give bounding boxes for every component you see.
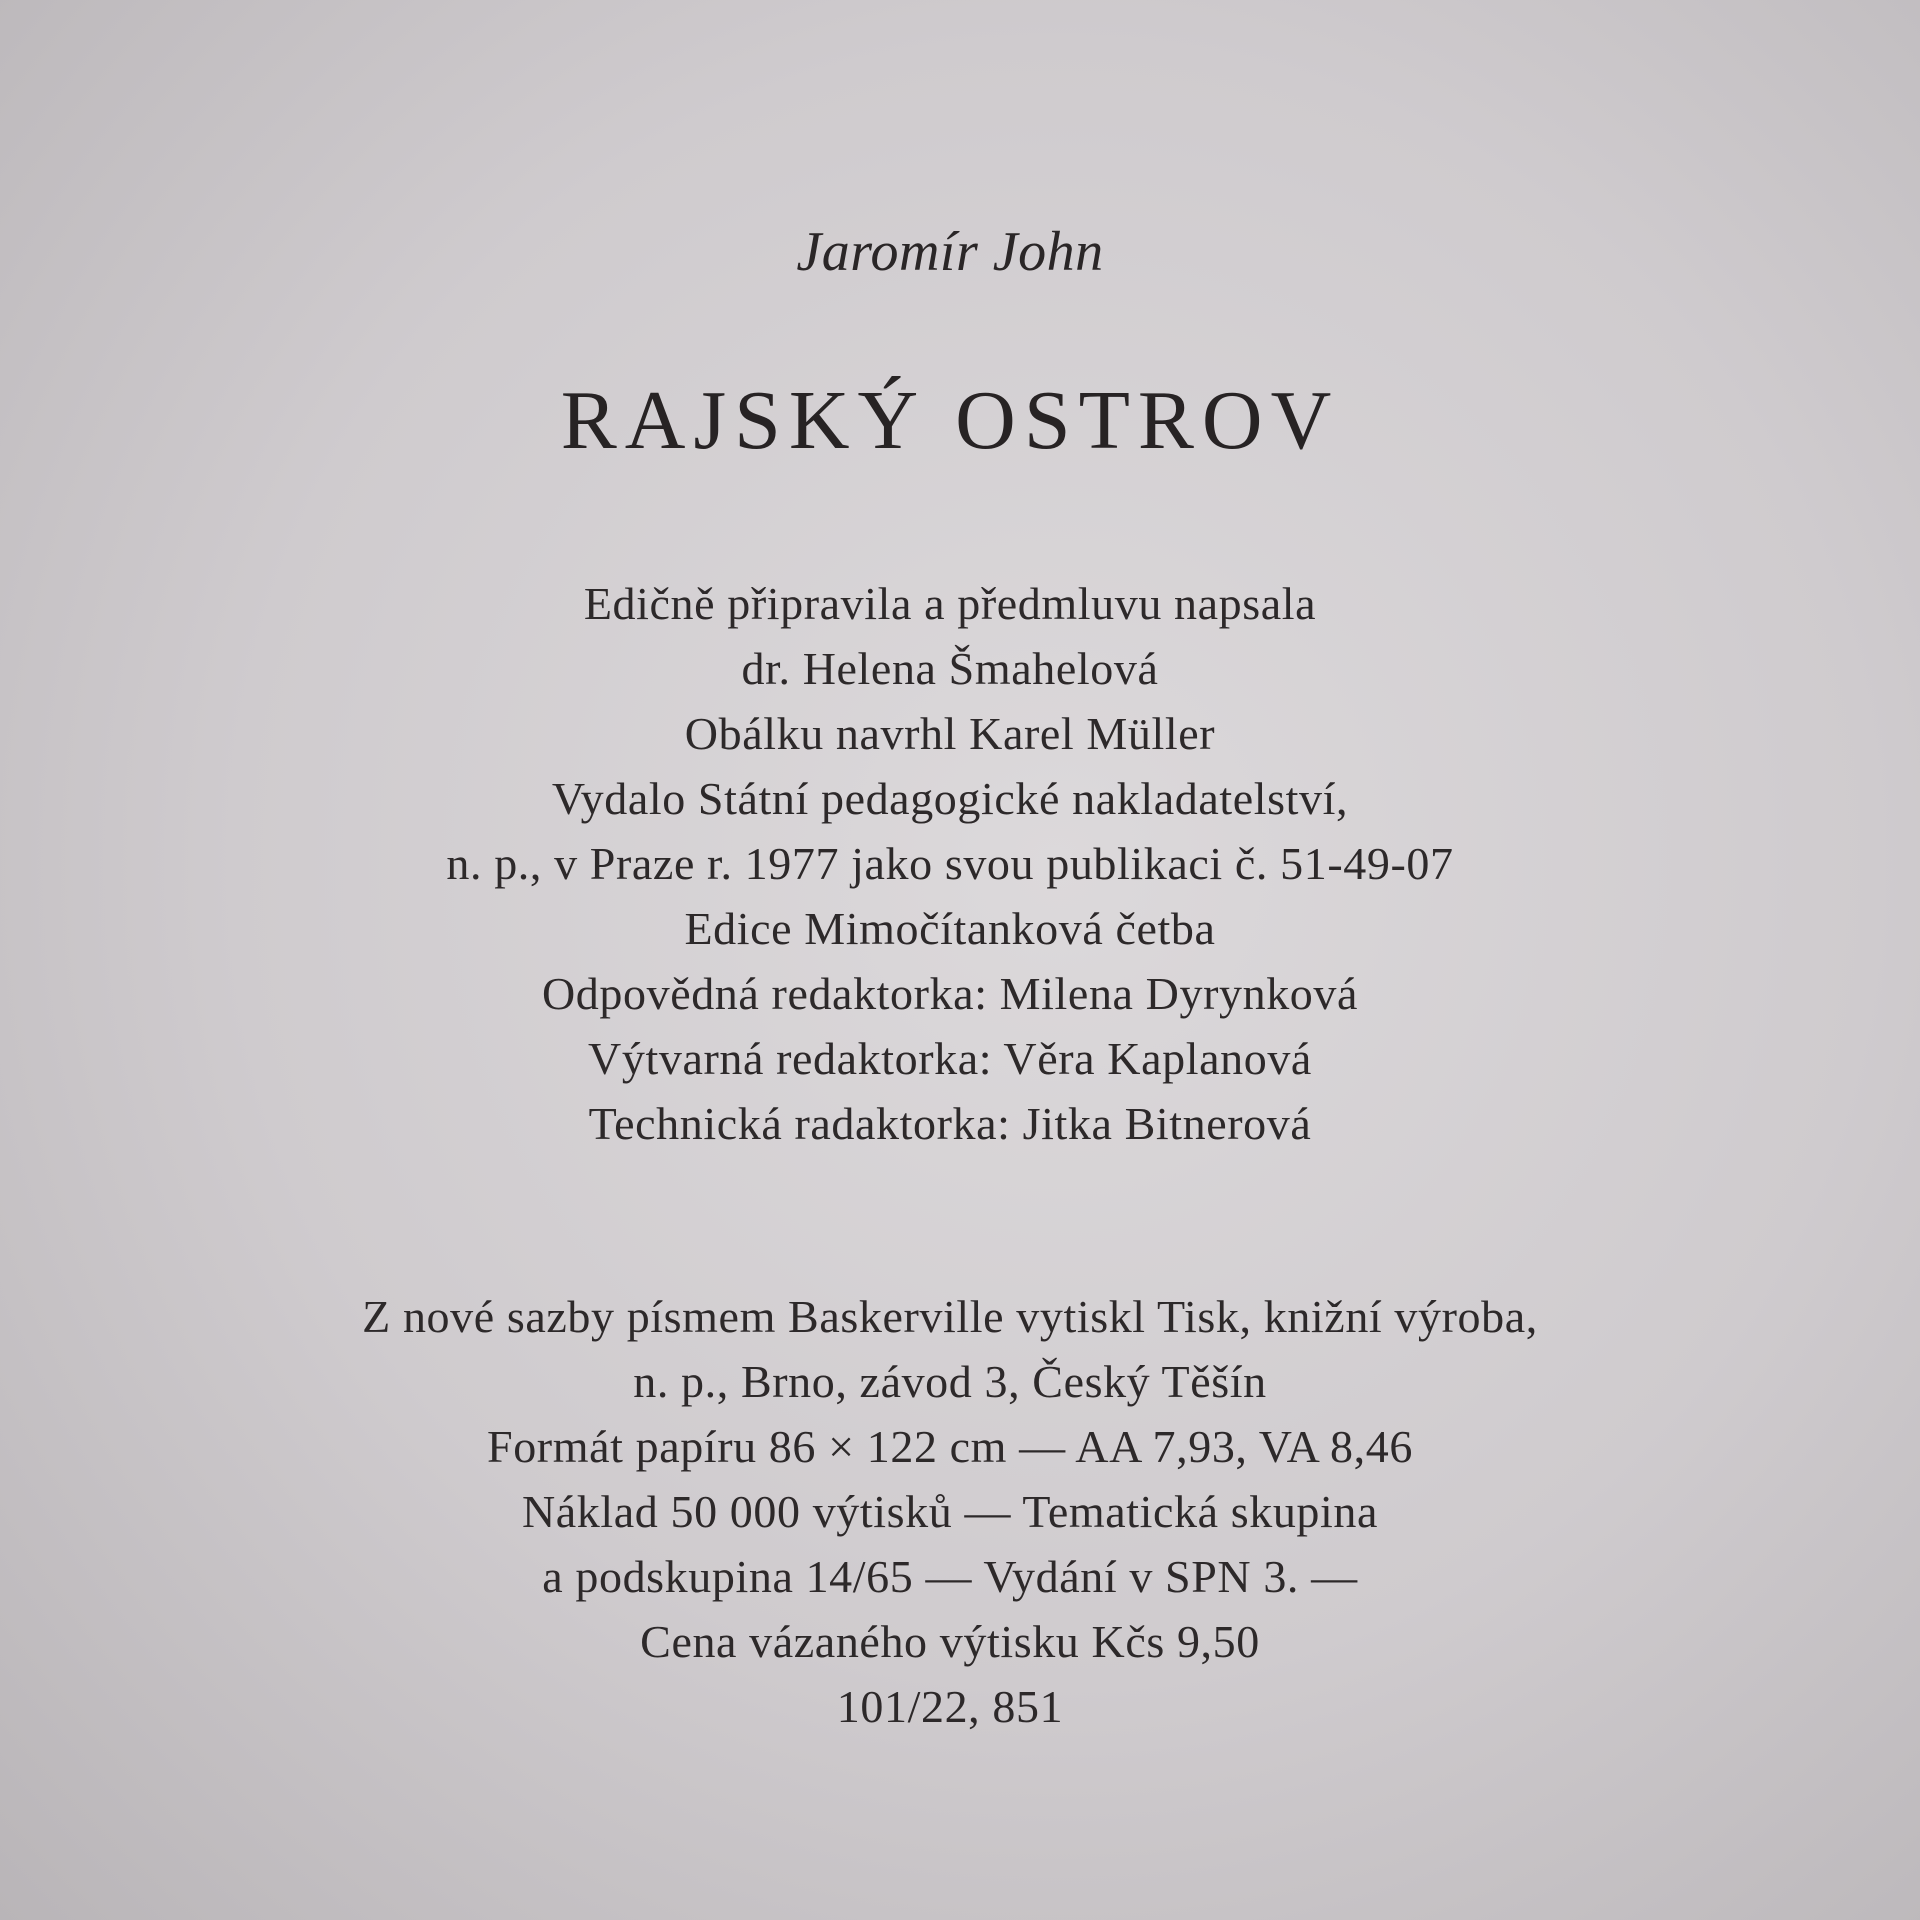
imprint-line: Náklad 50 000 výtisků — Tematická skupina	[521, 1486, 1379, 1537]
credit-line: Odpovědná redaktorka: Milena Dyrynková	[541, 968, 1359, 1019]
credit-line: Obálku navrhl Karel Müller	[684, 708, 1216, 759]
credit-line: n. p., v Praze r. 1977 jako svou publikaci č. 51-49-07	[446, 838, 1454, 889]
credit-line: Vydalo Státní pedagogické nakladatelství,	[551, 773, 1349, 824]
book-title: RAJSKÝ OSTROV	[560, 374, 1340, 467]
imprint-line: Z nové sazby písmem Baskerville vytiskl Tisk, knižní výroba,	[362, 1291, 1538, 1342]
imprint-line: a podskupina 14/65 — Vydání v SPN 3. —	[542, 1551, 1358, 1602]
author-name: Jaromír John	[796, 221, 1104, 283]
credit-line: Edice Mimočítanková četba	[684, 903, 1216, 954]
imprint-line: Formát papíru 86 × 122 cm — AA 7,93, VA 8,46	[487, 1421, 1413, 1472]
imprint-line: n. p., Brno, závod 3, Český Těšín	[633, 1356, 1267, 1407]
credit-line: Edičně připravila a předmluvu napsala	[583, 578, 1317, 629]
credit-line: Výtvarná redaktorka: Věra Kaplanová	[588, 1033, 1312, 1084]
credit-line: Technická radaktorka: Jitka Bitnerová	[588, 1098, 1312, 1149]
imprint-line: Cena vázaného výtisku Kčs 9,50	[640, 1616, 1260, 1667]
credit-line: dr. Helena Šmahelová	[741, 643, 1159, 694]
imprint-line: 101/22, 851	[836, 1681, 1064, 1732]
